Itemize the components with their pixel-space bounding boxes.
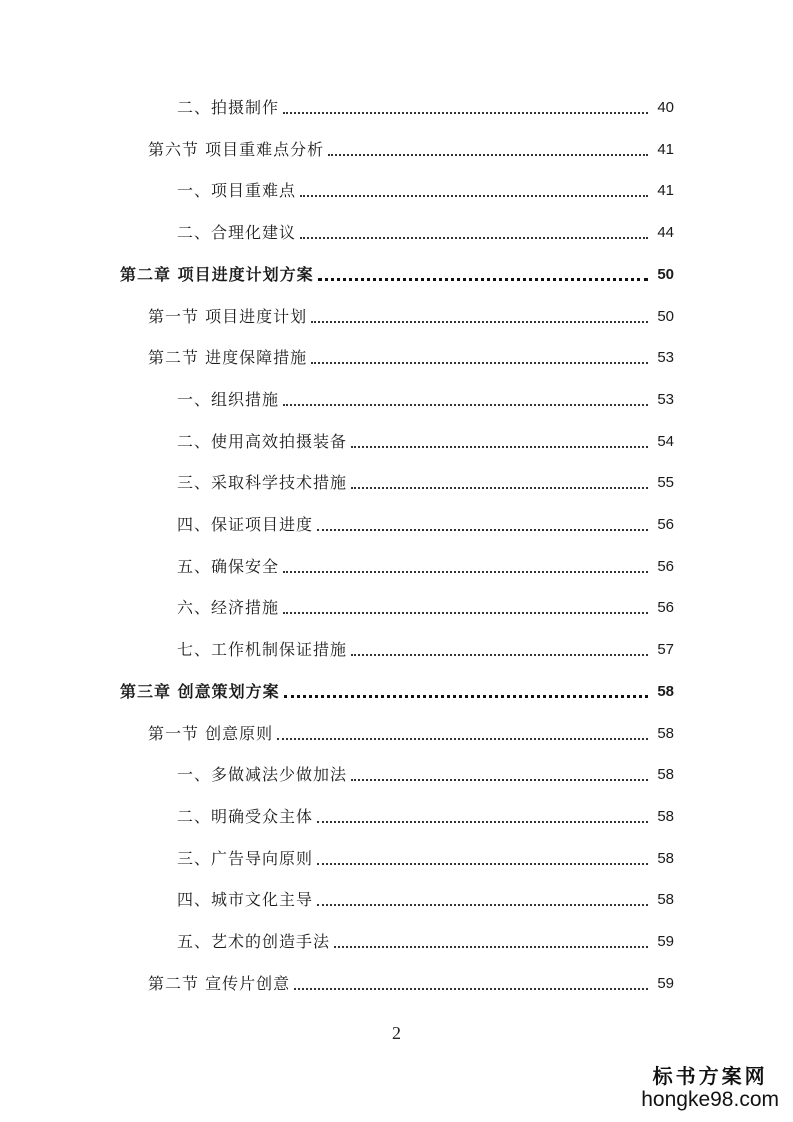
toc-entry[interactable] <box>148 722 674 746</box>
toc-dot-leader <box>351 487 648 489</box>
toc-entry[interactable] <box>177 471 674 495</box>
toc-entry-page: 58 <box>657 766 674 784</box>
toc-dot-leader <box>317 863 648 865</box>
toc-entry-page: 53 <box>657 390 674 408</box>
toc-entry[interactable] <box>120 263 674 287</box>
toc-entry[interactable] <box>177 513 674 537</box>
toc-entry-page: 50 <box>657 307 674 325</box>
toc-entry-page: 55 <box>657 474 674 492</box>
toc-entry-title: 第六节 项目重难点分析 <box>148 139 325 159</box>
toc-entry-title: 五、确保安全 <box>177 556 280 576</box>
toc-dot-leader <box>334 946 648 948</box>
toc-entry-page: 58 <box>657 724 674 742</box>
toc-entry-title: 二、使用高效拍摄装备 <box>177 431 348 451</box>
toc-dot-leader <box>317 821 648 823</box>
toc-dot-leader <box>284 695 648 698</box>
toc-entry[interactable] <box>120 680 674 704</box>
toc-entry-page: 59 <box>657 933 674 950</box>
toc-entry-title: 二、拍摄制作 <box>177 98 280 117</box>
toc-entry-title: 二、明确受众主体 <box>177 806 314 826</box>
toc-entry-page: 54 <box>657 432 674 450</box>
toc-entry[interactable] <box>177 888 674 912</box>
toc-entry-title: 第三章 创意策划方案 <box>120 681 280 701</box>
toc-entry[interactable] <box>177 555 674 579</box>
toc-dot-leader <box>311 321 648 323</box>
toc-entry-title: 三、采取科学技术措施 <box>177 473 348 493</box>
toc-dot-leader <box>351 446 648 448</box>
toc-entry-title: 第二节 宣传片创意 <box>148 973 291 993</box>
toc-entry[interactable] <box>177 847 674 871</box>
toc-entry[interactable] <box>177 221 674 245</box>
toc-dot-leader <box>283 404 648 406</box>
toc-entry-page: 57 <box>657 641 674 659</box>
toc-entry-title: 二、合理化建议 <box>177 223 297 243</box>
toc-entry-title: 一、组织措施 <box>177 389 280 409</box>
watermark-name: 标书方案网 <box>652 1064 768 1088</box>
toc-entry[interactable] <box>177 763 674 787</box>
toc-entry-page: 53 <box>657 349 674 367</box>
toc-dot-leader <box>283 612 648 614</box>
toc-entry[interactable] <box>177 805 674 829</box>
toc-entry-page: 56 <box>657 516 674 533</box>
toc-dot-leader <box>277 738 648 740</box>
toc-dot-leader <box>300 195 648 197</box>
toc-entry-page: 58 <box>657 849 674 867</box>
toc-entry-title: 一、项目重难点 <box>177 181 297 201</box>
toc-dot-leader <box>351 779 648 781</box>
toc-dot-leader <box>328 154 648 156</box>
toc-entry-page: 58 <box>657 807 674 825</box>
toc-entry[interactable] <box>177 930 674 954</box>
toc-entry-title: 一、多做减法少做加法 <box>177 765 348 785</box>
toc-entry-page: 59 <box>657 974 674 992</box>
toc-entry-title: 五、艺术的创造手法 <box>177 932 331 951</box>
toc-entry[interactable] <box>177 596 674 620</box>
page-number: 2 <box>392 1023 401 1043</box>
toc-entry[interactable] <box>148 305 674 329</box>
toc-entry[interactable] <box>148 138 674 162</box>
toc-dot-leader <box>300 237 648 239</box>
toc-entry-page: 50 <box>657 265 674 283</box>
toc-entry[interactable] <box>177 179 674 203</box>
toc-entry[interactable] <box>177 96 674 120</box>
toc-entry[interactable] <box>148 972 674 996</box>
toc-dot-leader <box>283 112 648 114</box>
toc-dot-leader <box>283 571 648 573</box>
toc-entry-page: 40 <box>657 99 674 116</box>
toc-entry[interactable] <box>148 346 674 370</box>
watermark-url: hongke98.com <box>641 1088 779 1111</box>
toc-entry-title: 六、经济措施 <box>177 598 280 618</box>
toc-entry-title: 七、工作机制保证措施 <box>177 640 348 660</box>
toc-entry-title: 第一节 创意原则 <box>148 723 274 743</box>
toc-entry-page: 41 <box>657 140 674 158</box>
toc-entry-page: 56 <box>657 557 674 575</box>
watermark <box>641 1064 779 1112</box>
toc-entry-page: 41 <box>657 182 674 200</box>
toc-entry-page: 58 <box>657 891 674 909</box>
toc-entry-title: 四、保证项目进度 <box>177 515 314 534</box>
toc-entry-page: 56 <box>657 599 674 617</box>
toc-dot-leader <box>351 654 648 656</box>
toc-entry[interactable] <box>177 430 674 454</box>
toc-entry-page: 58 <box>657 682 674 700</box>
toc-entry-title: 第二章 项目进度计划方案 <box>120 264 314 284</box>
toc-entry-title: 三、广告导向原则 <box>177 848 314 868</box>
toc-entry-title: 第二节 进度保障措施 <box>148 348 308 368</box>
toc-dot-leader <box>311 362 648 364</box>
toc-entry-title: 四、城市文化主导 <box>177 890 314 910</box>
toc-dot-leader <box>317 529 648 531</box>
toc-dot-leader <box>294 988 648 990</box>
toc-dot-leader <box>317 904 648 906</box>
toc-entry[interactable] <box>177 388 674 412</box>
toc-entry-page: 44 <box>657 224 674 242</box>
toc-dot-leader <box>318 278 648 281</box>
toc-entry-title: 第一节 项目进度计划 <box>148 306 308 326</box>
toc-entry[interactable] <box>177 638 674 662</box>
